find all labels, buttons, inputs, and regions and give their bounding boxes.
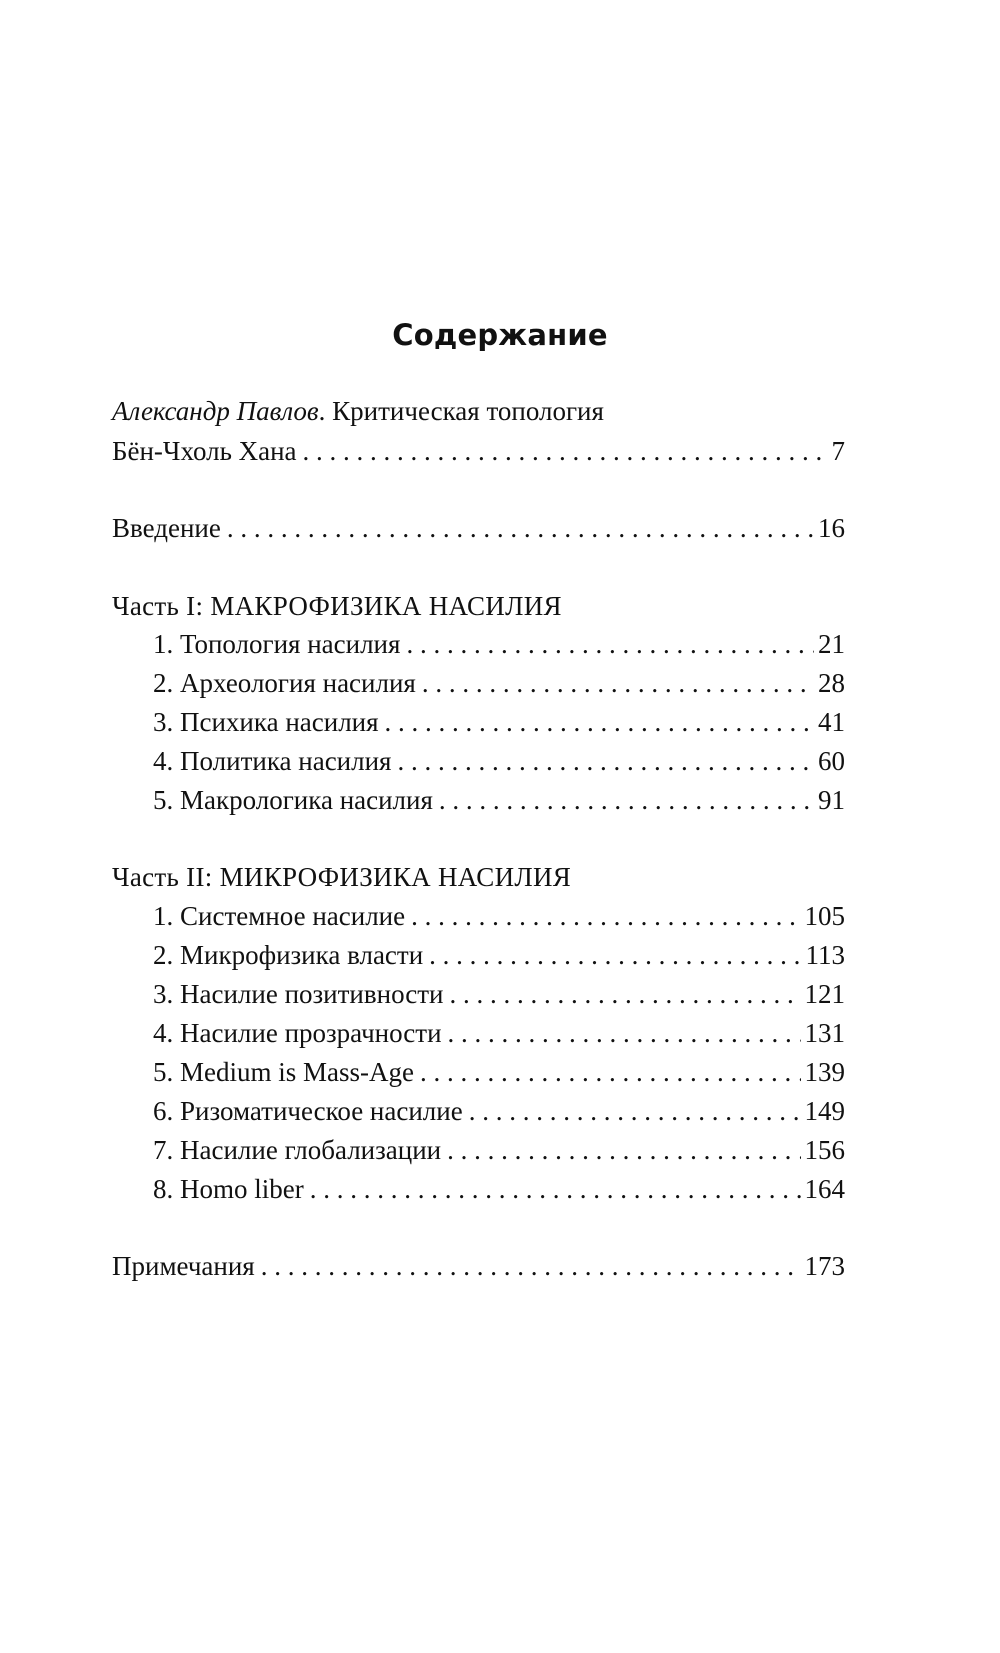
entry-label: 1. Системное насилие [153,901,406,931]
entry-label: 5. Medium is Mass-Age [153,1057,414,1087]
toc-entry-chapter[interactable] [153,779,845,821]
dot-leader [385,701,814,743]
entry-page-number: 28 [818,668,845,698]
entry-label: 7. Насилие глобализации [153,1135,442,1165]
dot-leader [397,740,814,782]
toc-entry-preface[interactable] [112,430,845,472]
toc-entry-chapter[interactable] [153,895,845,937]
entry-page-number: 91 [818,785,845,815]
dot-leader [429,934,801,976]
part-heading: Часть II: МИКРОФИЗИКА НАСИЛИЯ [112,862,572,892]
dot-leader [439,779,814,821]
dot-leader [227,507,814,549]
entry-label: 2. Археология насилия [153,668,416,698]
dot-leader [469,1090,801,1132]
toc-entry-chapter[interactable] [153,740,845,782]
entry-page-number: 21 [818,629,845,659]
entry-page-number: 131 [804,1018,845,1048]
entry-page-number: 7 [831,436,845,466]
toc-entry-notes[interactable] [112,1245,845,1287]
toc-entry-chapter[interactable] [153,662,845,704]
entry-page-number: 105 [804,901,845,931]
entry-label: Примечания [112,1251,255,1281]
preface-author: Александр Павлов [112,396,319,426]
toc-entry-chapter[interactable] [153,1090,845,1132]
entry-label: 2. Микрофизика власти [153,940,424,970]
entry-label: 6. Ризоматическое насилие [153,1096,463,1126]
entry-page-number: 173 [804,1251,845,1281]
entry-label: 1. Топология насилия [153,629,401,659]
toc-entry-chapter[interactable] [153,701,845,743]
dot-leader [447,1129,800,1171]
dot-leader [303,430,828,472]
entry-label: Введение [112,513,221,543]
entry-label: 8. Homo liber [153,1174,304,1204]
dot-leader [406,623,814,665]
toc-entry-chapter[interactable] [153,934,845,976]
dot-leader [450,973,801,1015]
toc-entry-introduction[interactable] [112,507,845,549]
preface-title-line1: Критическая топология [325,396,604,426]
entry-label: 5. Макрологика насилия [153,785,433,815]
dot-leader [448,1012,801,1054]
dot-leader [422,662,814,704]
toc-entry-chapter[interactable] [153,1051,845,1093]
entry-label: 3. Психика насилия [153,707,379,737]
entry-page-number: 113 [805,940,845,970]
entry-page-number: 60 [818,746,845,776]
part-heading: Часть I: МАКРОФИЗИКА НАСИЛИЯ [112,591,562,621]
entry-page-number: 149 [804,1096,845,1126]
toc-entry-chapter[interactable] [153,1129,845,1171]
toc-entry-chapter[interactable] [153,1168,845,1210]
entry-label: Бён-Чхоль Хана [112,436,297,466]
dot-leader [420,1051,801,1093]
entry-page-number: 139 [804,1057,845,1087]
dot-leader [310,1168,801,1210]
preface-title-line [112,390,845,432]
entry-page-number: 16 [818,513,845,543]
toc-entry-chapter[interactable] [153,623,845,665]
entry-label: 4. Политика насилия [153,746,392,776]
toc-entry-chapter[interactable] [153,1012,845,1054]
entry-page-number: 156 [804,1135,845,1165]
entry-page-number: 164 [804,1174,845,1204]
preface-separator: . [318,396,326,426]
dot-leader [411,895,800,937]
entry-page-number: 41 [818,707,845,737]
entry-page-number: 121 [804,979,845,1009]
page-title: Содержание [392,318,608,352]
dot-leader [261,1245,801,1287]
entry-label: 3. Насилие позитивности [153,979,444,1009]
toc-entry-chapter[interactable] [153,973,845,1015]
entry-label: 4. Насилие прозрачности [153,1018,442,1048]
